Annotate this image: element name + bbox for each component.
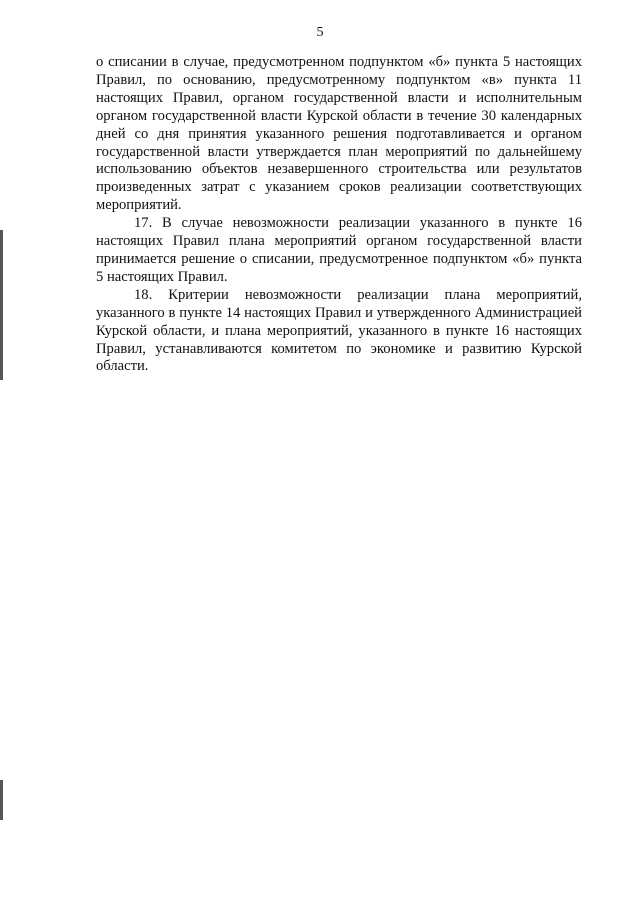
- paragraph-continuation: о списании в случае, предусмотренном подпунктом «б» пункта 5 настоящих Правил, по основанию, предусмотренному подпунктом «в» пункта 11 настоящих Правил, органом государственной власти и исполнительным органом государственной власти Курской области в течение 30 календарных дней со дня принятия указанного решения подготавливается и органом государственной власти утверждается план мероприятий по дальнейшему использованию объектов незавершенного строительства или результатов произведенных затрат с указанием сроков реализации соответствующих мероприятий.: [96, 54, 582, 214]
- paragraph-18: 18. Критерии невозможности реализации плана мероприятий, указанного в пункте 14 настоящих Правил и утвержденного Администрацией Курской области, и плана мероприятий, указанного в пункте 16 настоящих Правил, устанавливаются комитетом по экономике и развитию Курской области.: [96, 286, 582, 375]
- document-body: [96, 54, 582, 376]
- paragraph-17: 17. В случае невозможности реализации указанного в пункте 16 настоящих Правил плана мероприятий органом государственной власти принимается решение о списании, предусмотренное подпунктом «б» пункта 5 настоящих Правил.: [96, 215, 582, 285]
- page-number: 5: [316, 25, 324, 40]
- scan-edge-mark: [0, 780, 3, 820]
- scan-edge-mark: [0, 230, 3, 380]
